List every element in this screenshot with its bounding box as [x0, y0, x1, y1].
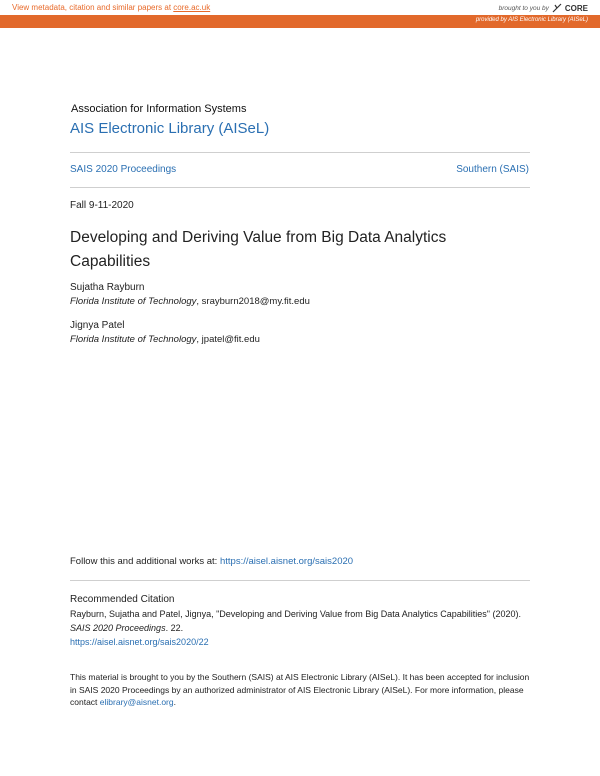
series-link[interactable]: Southern (SAIS) — [456, 164, 529, 175]
proceedings-link[interactable]: SAIS 2020 Proceedings — [70, 164, 177, 175]
library-link[interactable]: AIS Electronic Library (AISeL) — [70, 120, 270, 137]
follow-label: Follow this and additional works at: — [70, 556, 220, 567]
citation-heading: Recommended Citation — [70, 594, 175, 605]
author-institution: Florida Institute of Technology — [70, 334, 197, 345]
citation-body: Rayburn, Sujatha and Patel, Jignya, "Developing and Deriving Value from Big Data Analytics Capabilities" (2020). — [70, 609, 521, 619]
follow-line — [70, 556, 353, 567]
author-affiliation — [70, 334, 260, 345]
core-provided-by: provided by AIS Electronic Library (AISeL) — [475, 17, 588, 23]
citation-journal: SAIS 2020 Proceedings — [70, 623, 166, 633]
author-affiliation — [70, 296, 310, 307]
core-brought-by-label: brought to you by — [498, 4, 549, 12]
follow-link[interactable]: https://aisel.aisnet.org/sais2020 — [219, 556, 354, 567]
contact-email-link[interactable]: elibrary@aisnet.org — [99, 697, 174, 707]
author-name: Sujatha Rayburn — [70, 282, 145, 293]
notice-end: . — [173, 697, 176, 707]
citation-link[interactable]: https://aisel.aisnet.org/sais2020/22 — [70, 637, 209, 647]
core-logo-text[interactable]: CORE — [564, 3, 588, 13]
author-name: Jignya Patel — [70, 320, 125, 331]
divider-citation — [70, 580, 530, 581]
core-brought-by — [499, 3, 588, 13]
association-name: Association for Information Systems — [71, 103, 247, 115]
core-metadata-text — [12, 3, 210, 12]
divider-nav — [70, 187, 530, 188]
paper-title: Developing and Deriving Value from Big Data Analytics Capabilities — [70, 229, 447, 270]
core-logo-icon — [552, 3, 562, 13]
core-link[interactable]: core.ac.uk — [173, 3, 211, 12]
author-institution: Florida Institute of Technology — [70, 296, 197, 307]
author-email: , srayburn2018@my.fit.edu — [196, 296, 310, 307]
citation-text — [70, 607, 535, 649]
divider-top — [70, 152, 530, 153]
core-metadata-label: View metadata, citation and similar papers at — [12, 3, 174, 12]
notice-text: This material is brought to you by the Southern (SAIS) at AIS Electronic Library (AISeL). It has been accepted for inclusion in SAIS 2020 Proceedings by an authorized administrator of AIS Electronic Library (AISeL). For more information, please contact — [70, 672, 530, 707]
author-email: , jpatel@fit.edu — [196, 334, 260, 345]
publication-date: Fall 9-11-2020 — [70, 200, 134, 211]
rights-notice — [70, 671, 535, 709]
citation-suffix: . 22. — [165, 623, 184, 633]
core-banner — [0, 0, 600, 28]
